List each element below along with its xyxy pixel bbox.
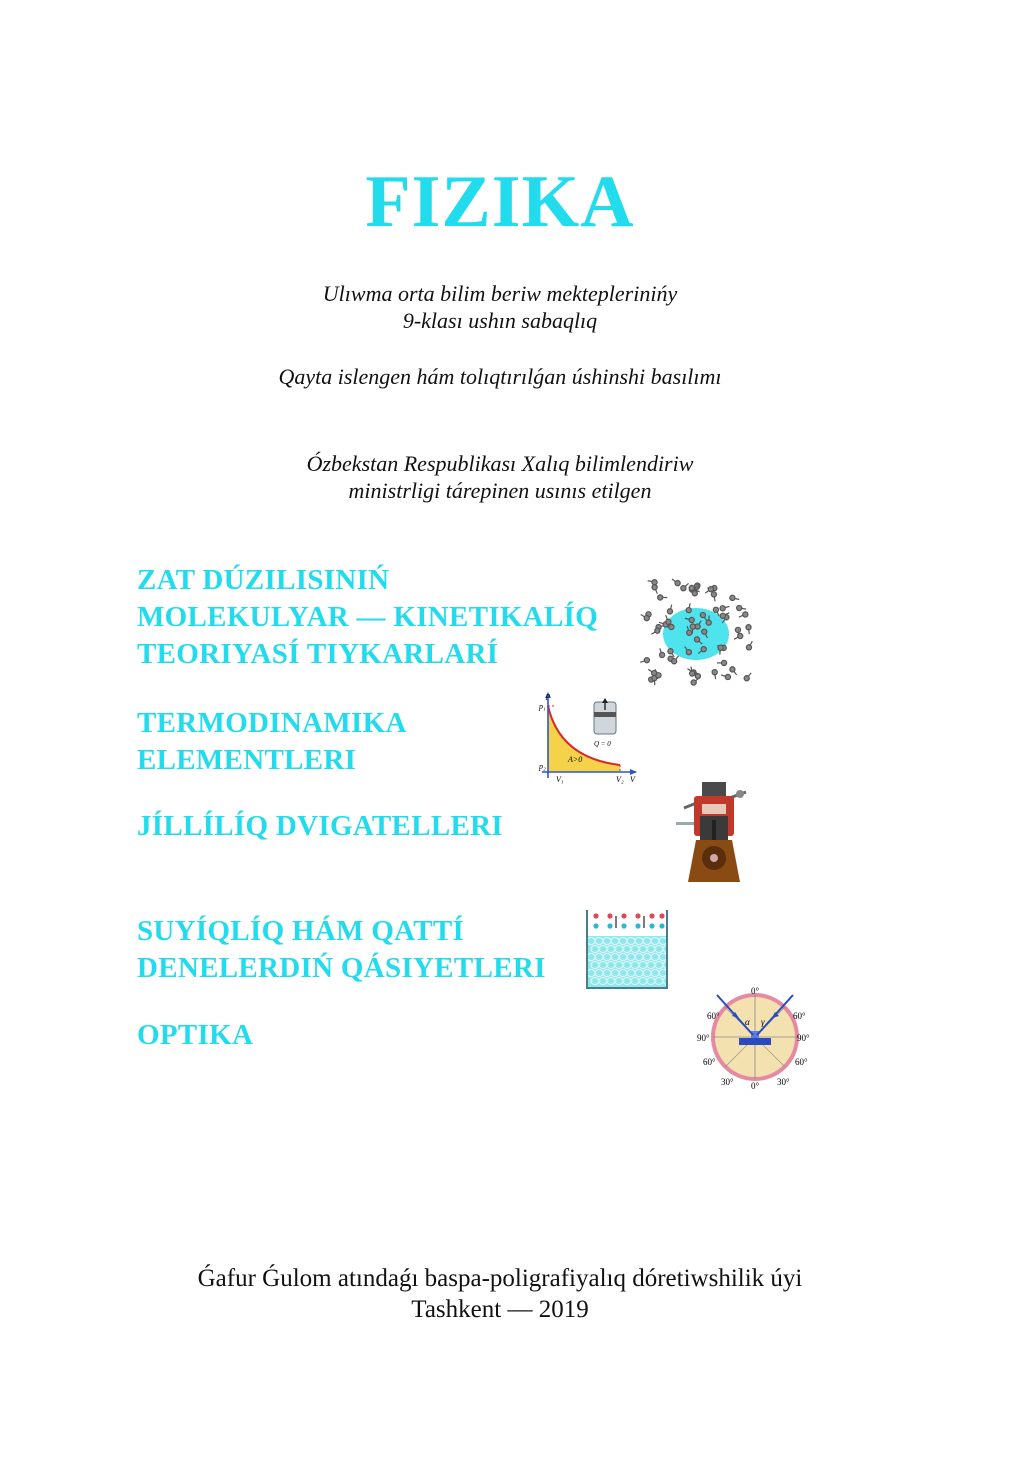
molecules-diagram-icon	[640, 574, 756, 692]
optics-alpha-label: α	[745, 1017, 750, 1027]
molecule	[708, 587, 713, 592]
molecule	[706, 620, 711, 625]
molecule	[720, 613, 725, 618]
book-title: FIZIKA	[365, 161, 635, 243]
optics-right-mid-label: 90°	[797, 1033, 810, 1043]
molecule	[652, 580, 657, 585]
pv-v1-label: V₁	[556, 775, 564, 784]
edition-note: Qayta islengen hám tolıqtırılǵan úshinshi basılımı	[278, 364, 722, 389]
molecule	[746, 625, 751, 630]
molecule	[721, 660, 726, 665]
section-line: ZAT DÚZILISINIŃ	[137, 564, 390, 596]
subtitle-line-2: 9-klası ushın sabaqlıq	[402, 308, 598, 333]
optics-top-label: 0°	[750, 986, 760, 996]
section-heat-engines	[137, 808, 503, 845]
pv-heat-label: Q = 0	[594, 740, 611, 748]
molecule	[738, 633, 743, 638]
molecule	[669, 624, 674, 629]
optics-bottom-right-label: 30°	[777, 1077, 790, 1087]
surface-molecule	[659, 923, 664, 928]
optics-right-upper-label: 60°	[793, 1011, 806, 1021]
molecule	[711, 592, 716, 597]
molecule	[666, 619, 671, 624]
surface-molecule	[593, 913, 598, 918]
molecule	[686, 608, 691, 613]
molecule	[746, 645, 751, 650]
molecule	[668, 649, 673, 654]
section-optics	[137, 1017, 253, 1054]
surface-molecule	[635, 923, 640, 928]
molecule	[681, 586, 686, 591]
molecule	[702, 629, 707, 634]
molecule	[672, 659, 677, 664]
molecule	[700, 612, 705, 617]
molecule	[652, 585, 657, 590]
surface-molecule	[635, 913, 640, 918]
pv-p1-label: p₁	[539, 702, 546, 711]
molecule	[644, 616, 649, 621]
molecule	[658, 595, 663, 600]
publisher-name: Ǵafur Ǵulom atındaǵı baspa-poligrafiyalıq dóretiwshilik úyi	[197, 1265, 803, 1292]
approval-line-2: ministrligi tárepinen usınıs etilgen	[348, 478, 652, 503]
molecule	[701, 647, 706, 652]
molecule	[713, 607, 718, 612]
surface-molecule	[593, 923, 598, 928]
molecule	[689, 585, 694, 590]
section-line: SUYÍQLÍQ HÁM QATTÍ	[137, 915, 465, 947]
optics-bottom-label: 0°	[750, 1081, 760, 1091]
optics-left-mid-label: 90°	[697, 1033, 710, 1043]
engine-cylinder-icon	[676, 778, 752, 888]
approval-line-1: Ózbekstan Respublikası Xalıq bilimlendiriw	[306, 451, 694, 476]
section-thermodynamics	[137, 705, 407, 779]
section-line: DENELERDIŃ QÁSIYETLERI	[137, 952, 546, 984]
molecule	[695, 673, 700, 678]
publication-place-year: Tashkent — 2019	[411, 1296, 589, 1323]
optics-gamma-label: γ	[761, 1017, 765, 1027]
surface-molecule	[621, 923, 626, 928]
optics-right-lower-label: 60°	[795, 1057, 808, 1067]
pv-p-label: p	[546, 691, 550, 700]
surface-molecule	[649, 913, 654, 918]
molecule	[725, 674, 730, 679]
section-line: JÍLLÍLÍQ DVIGATELLERI	[137, 810, 503, 842]
pv-work-label: A>0	[568, 755, 583, 764]
molecule	[730, 595, 735, 600]
molecule	[659, 652, 664, 657]
molecule	[690, 624, 695, 629]
molecule	[691, 680, 696, 685]
molecule	[735, 627, 740, 632]
approval-note	[0, 450, 1000, 504]
optics-left-upper-label: 60°	[707, 1011, 720, 1021]
subtitle-line-1: Ulıwma orta bilim beriw mekteplerinińy	[322, 281, 678, 306]
molecule	[737, 605, 742, 610]
pv-v-label: V	[630, 775, 635, 784]
molecule	[655, 628, 660, 633]
section-line: MOLEKULYAR — KINETIKALÍQ	[137, 601, 599, 633]
surface-molecule	[607, 913, 612, 918]
optics-bottom-left-label: 30°	[721, 1077, 734, 1087]
surface-molecule	[659, 913, 664, 918]
molecule	[675, 581, 680, 586]
section-liquids-solids	[137, 913, 546, 987]
section-line: TEORIYASÍ TIYKARLARÍ	[137, 638, 499, 670]
molecule	[720, 606, 725, 611]
molecule	[694, 637, 699, 642]
molecule	[730, 667, 735, 672]
molecule	[644, 658, 649, 663]
subtitle	[0, 280, 1000, 334]
publisher-block	[0, 1263, 1000, 1325]
molecule	[743, 612, 748, 617]
surface-molecule	[649, 923, 654, 928]
molecule	[690, 671, 695, 676]
molecule	[687, 630, 692, 635]
pv-p2-label: p₂	[539, 762, 546, 771]
section-line: ELEMENTLERI	[137, 744, 357, 776]
molecule	[667, 609, 672, 614]
optics-left-lower-label: 60°	[703, 1057, 716, 1067]
section-molecular-kinetic-theory	[137, 562, 598, 673]
pv-diagram-icon	[538, 690, 642, 786]
section-line: OPTIKA	[137, 1019, 254, 1051]
molecule	[689, 617, 694, 622]
molecule	[718, 645, 723, 650]
pv-v2-label: V₂	[616, 775, 624, 784]
section-line: TERMODINAMIKA	[137, 707, 407, 739]
optical-disk-icon	[695, 985, 817, 1093]
molecule	[656, 673, 661, 678]
molecule	[686, 650, 691, 655]
liquid-surface-icon	[586, 908, 670, 990]
molecule	[744, 676, 749, 681]
surface-molecule	[607, 923, 612, 928]
surface-molecule	[621, 913, 626, 918]
molecule	[712, 670, 717, 675]
